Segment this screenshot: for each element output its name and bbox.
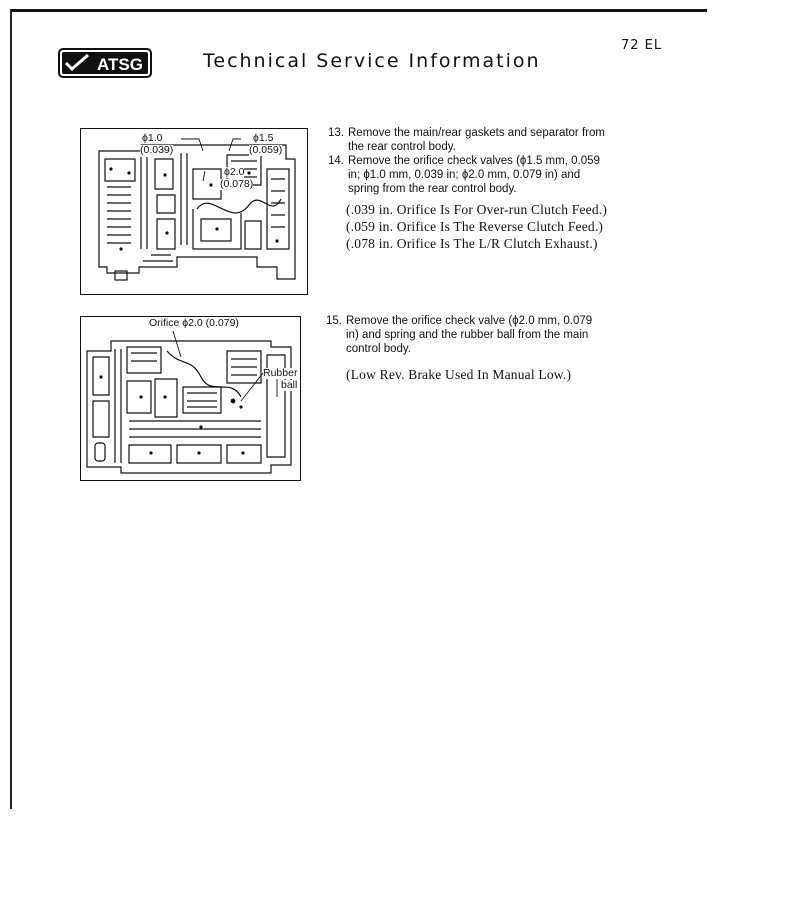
callout-rubber-ball-line2: ball <box>281 379 298 391</box>
note-line: (.039 in. Orifice Is For Over-run Clutch Feed.) <box>346 202 608 217</box>
logo-text: ATSG <box>97 55 143 74</box>
step-13-line: Remove the main/rear gaskets and separator from <box>348 127 605 139</box>
page-title: Technical Service Information <box>203 50 541 72</box>
header-rule <box>10 9 707 12</box>
step-14-line: in; ϕ1.0 mm, 0.039 in; ϕ2.0 mm, 0.079 in) and <box>348 169 581 181</box>
main-control-body-figure <box>80 316 301 481</box>
note-low-rev-brake: (Low Rev. Brake Used In Manual Low.) <box>346 367 572 382</box>
callout-1-5-inch: (0.059) <box>249 144 283 156</box>
step-14 <box>328 154 628 196</box>
callout-2-0-inch: (0.078) <box>220 178 254 190</box>
note-orifice-functions <box>346 201 607 252</box>
step-14-line: Remove the orifice check valves (ϕ1.5 mm, 0.059 <box>348 155 600 167</box>
step-14-number: 14. <box>328 155 344 167</box>
step-15-line: in) and spring and the rubber ball from the main <box>346 329 589 341</box>
callout-rubber-ball-line1: Rubber <box>263 367 298 379</box>
step-15-line: control body. <box>346 343 411 355</box>
page-edge-rule <box>10 9 12 809</box>
callout-1-5-size: ϕ1.5 <box>253 132 274 144</box>
step-15 <box>326 314 626 356</box>
note-line: (.078 in. Orifice Is The L/R Clutch Exhaust.) <box>346 236 598 251</box>
step-13-number: 13. <box>328 127 344 139</box>
atsg-logo <box>58 48 152 78</box>
note-line: (.059 in. Orifice Is The Reverse Clutch Feed.) <box>346 219 604 234</box>
step-13 <box>328 126 628 154</box>
step-14-line: spring from the rear control body. <box>348 183 517 195</box>
step-15-line: Remove the orifice check valve (ϕ2.0 mm, 0.079 <box>346 315 593 327</box>
step-15-number: 15. <box>326 315 342 327</box>
main-control-body-drawing <box>81 317 300 480</box>
callout-orifice-2-0: Orifice ϕ2.0 (0.079) <box>149 317 239 329</box>
steps-rear-control-body <box>328 126 628 196</box>
callout-1-0-inch: (0.039) <box>140 144 174 156</box>
callout-2-0-size: ϕ2.0 <box>224 166 245 178</box>
step-13-line: the rear control body. <box>348 141 456 153</box>
callout-1-0-size: ϕ1.0 <box>142 132 163 144</box>
rear-control-body-figure <box>80 128 308 295</box>
page-number: 72 EL <box>621 38 663 53</box>
steps-main-control-body <box>326 314 626 356</box>
